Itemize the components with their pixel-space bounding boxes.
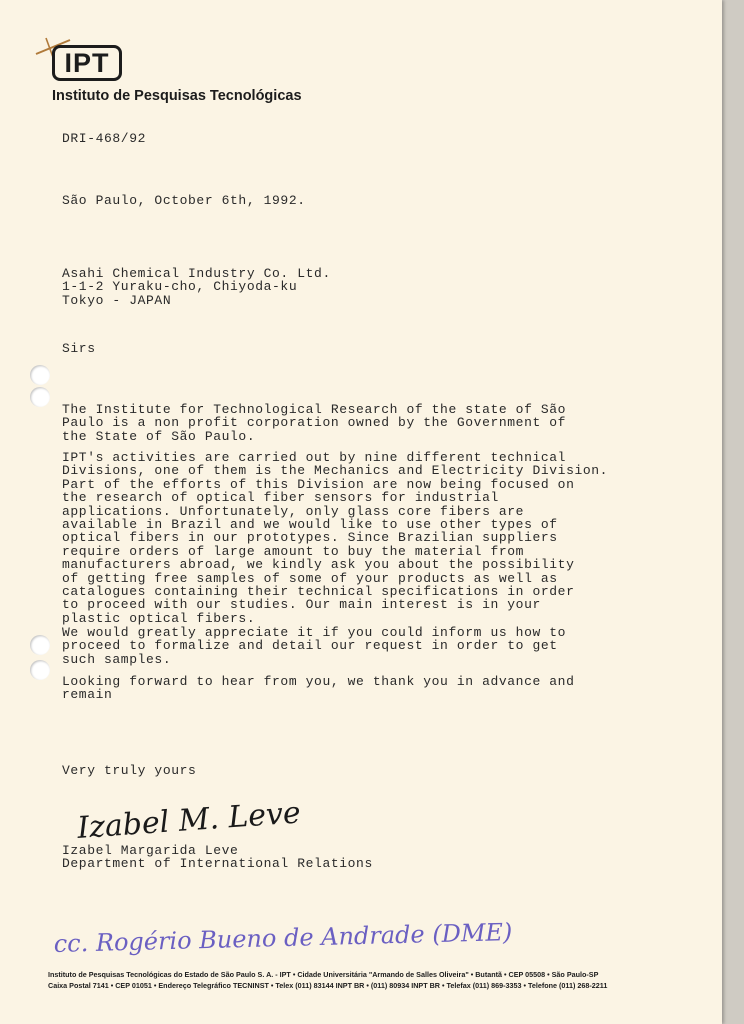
institute-name: Instituto de Pesquisas Tecnológicas [52,88,302,104]
paragraph-line: require orders of large amount to buy the material from [62,543,525,559]
paragraph-line: such samples. [62,651,172,667]
ipt-logo [52,45,122,81]
salutation: Sirs [62,341,96,356]
paragraph-line: the research of optical fiber sensors for industrial [62,490,499,506]
punch-hole [30,365,50,385]
paragraph-line: IPT's activities are carried out by nine different technical [62,450,567,465]
paragraph-line: Looking forward to hear from you, we thank you in advance and [62,674,575,689]
signer-name: Izabel Margarida Leve [62,843,239,858]
paragraph-3 [62,626,622,666]
footer-line: Caixa Postal 7141 • CEP 01051 • Endereço Telegráfico TECNINST • Telex (011) 83144 INPT BR • (011) 80934 INPT BR • Telefax (011) 869-3353 • Telefone (011) 268-2211 [48,981,608,990]
punch-hole [30,660,50,680]
signature-lettering: Izabel M. Leve [76,795,302,846]
paragraph-2 [62,451,622,625]
paragraph-line: We would greatly appreciate it if you could inform us how to [62,625,567,640]
paragraph-line: Part of the efforts of this Division are now being focused on [62,476,575,492]
cc-note-text: cc. Rogério Bueno de Andrade (DME) [53,918,513,958]
paragraph-line: to proceed with our studies. Our main interest is in your [62,597,541,613]
paragraph-1 [62,403,622,443]
paragraph-line: available in Brazil and we would like to use other types of [62,517,558,533]
punch-hole [30,387,50,407]
logo-text: IPT [64,47,110,78]
paragraph-line: optical fibers in our prototypes. Since Brazilian suppliers [62,530,558,546]
paragraph-line: of getting free samples of some of your products as well as [62,570,558,586]
paragraph-line: applications. Unfortunately, only glass core fibers are [62,503,525,519]
reference-number: DRI-468/92 [62,131,147,146]
paragraph-line: remain [62,687,113,703]
closing: Very truly yours [62,763,197,778]
address-line: Asahi Chemical Industry Co. Ltd. [62,266,331,281]
paragraph-line: Divisions, one of them is the Mechanics and Electricity Division. [62,463,609,479]
paragraph-line: The Institute for Technological Research of the state of São [62,402,567,417]
place-date: São Paulo, October 6th, 1992. [62,193,306,208]
paragraph-line: catalogues containing their technical specifications in order [62,584,575,600]
punch-hole [30,635,50,655]
paragraph-line: Paulo is a non profit corporation owned by the Government of [62,415,567,431]
paragraph-line: proceed to formalize and detail our request in order to get [62,638,558,654]
recipient-address [62,267,622,307]
address-line: Tokyo - JAPAN [62,292,172,308]
handwritten-cc-note [50,918,650,968]
signer-department: Department of International Relations [62,856,373,871]
paragraph-line: manufacturers abroad, we kindly ask you about the possibility [62,557,575,573]
paragraph-line: plastic optical fibers. [62,610,256,626]
paragraph-line: the State of São Paulo. [62,428,256,444]
address-line: 1-1-2 Yuraku-cho, Chiyoda-ku [62,279,298,295]
footer-line: Instituto de Pesquisas Tecnológicas do Estado de São Paulo S. A. - IPT • Cidade Universitária "Armando de Salles Oliveira" • Butantã • CEP 05508 • São Paulo-SP [48,970,599,979]
paragraph-4 [62,675,622,702]
